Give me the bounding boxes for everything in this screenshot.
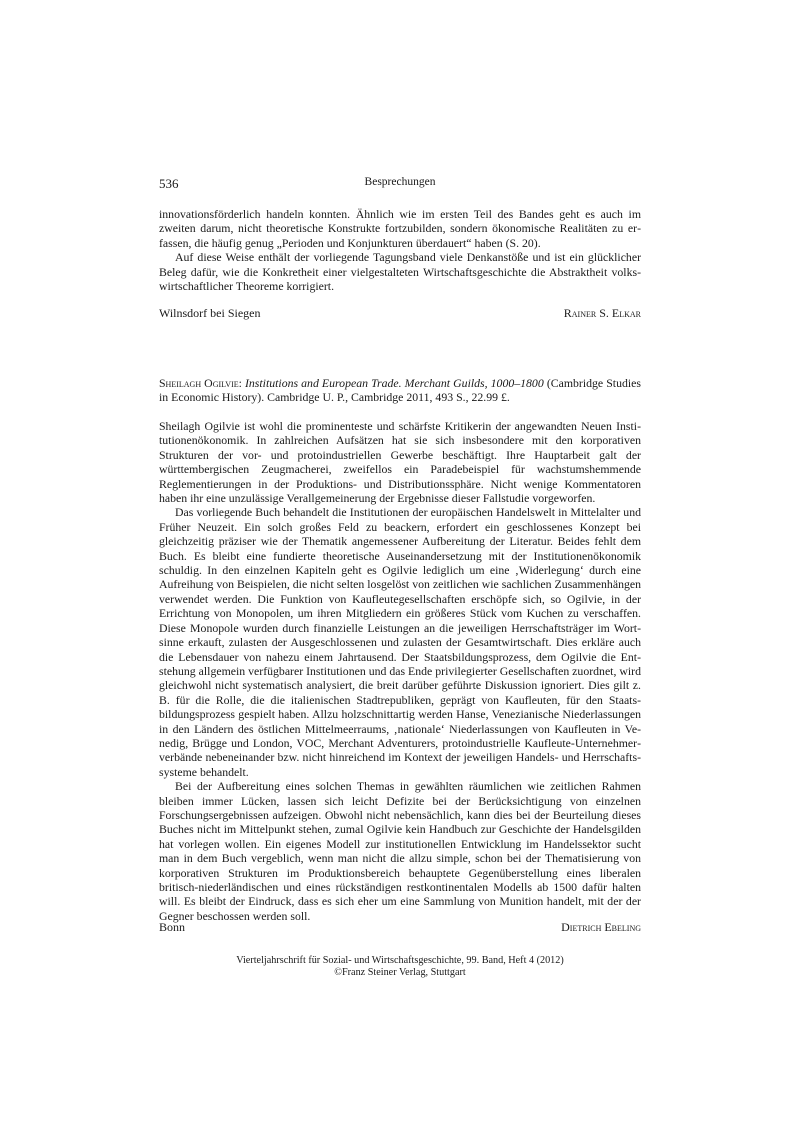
review2-paragraph: Sheilagh Ogilvie ist wohl die prominenteste und schärfste Kritikerin der angewandten Neuen Institutionenökonomik. In zahlreichen Aufsätzen hat sie sich insbesondere mit den korporativen Strukturen der vor- und protoindustriellen Gewerbe beschäftigt. Ihre Hauptarbeit galt der württembergischen Zeugmacherei, zweifellos ein Paradebeispiel für wachstumshemmende Reglementierungen in der Produktions- und Distributionssphäre. Nicht wenige Kommentatoren haben ihr eine unzulässige Verallgemeinerung der Ergebnisse dieser Fallstudie vorgeworfen. [159,419,641,506]
review2-signature [159,920,641,936]
citation-title: Institutions and European Trade. Merchant Guilds, 1000–1800 [244,376,544,390]
citation-details: (Cambridge Studies in Economic History). Cambridge U. P., Cambridge 2011, 493 S., 22.99 £. [159,376,641,405]
footer-publisher-line: ©Franz Steiner Verlag, Stuttgart [334,967,466,979]
review2-body [159,419,641,923]
running-head [159,176,641,192]
reviewer-place: Bonn [159,920,186,934]
review1-paragraph: innovationsförderlich handeln konnten. Ähnlich wie im ersten Teil des Bandes geht es auch im zweiten darum, nicht theoretische Konstrukte fortzubilden, sondern ökonomische Realitäten zu erfassen, die häufig genug „Perioden und Konjunkturen überdauert“ haben (S. 20). [159,207,641,250]
reviewer-name: Rainer S. Elkar [563,306,641,320]
review1-body [159,207,641,293]
book-citation [159,376,641,405]
running-title: Besprechungen [364,176,436,188]
review1-paragraph: Auf diese Weise enthält der vorliegende Tagungsband viele Denkanstöße und ist ein glücklicher Beleg dafür, wie die Konkretheit einer vielgestalteten Wirtschaftsgeschichte die Abstraktheit volkswirtschaftlicher Theoreme korrigiert. [159,250,641,294]
review2-paragraph: Das vorliegende Buch behandelt die Institutionen der europäischen Handelswelt in Mittelalter und Früher Neuzeit. Ein solch großes Feld zu beackern, erfordert ein geschlossenes Konzept bei gleichzeitig präziser wie der Thematik angemessener Aufbereitung der Literatur. Beides fehlt dem Buch. Es bleibt eine fundierte theoretische Auseinandersetzung mit der Institutionenökonomik schuldig. In den einzelnen Kapiteln geht es Ogilvie lediglich um eine ‚Widerlegung‘ durch eine Aufreihung von Beispielen, die nicht selten losgelöst von zeitlichen wie sachlichen Zusammenhängen verwendet werden. Die Funktion von Kaufleutegesellschaften erschöpfe sich, so Ogilvie, in der Errichtung von Monopolen, um ihren Mitgliedern ein größeres Stück vom Kuchen zu verschaffen. Diese Monopole wurden durch finanzielle Leistungen an die jeweiligen Herrschaftsträger im Wortsinne erkauft, zulasten der Ausgeschlossenen und zulasten der Gesamtwirtschaft. Dies erkläre auch die Lebensdauer von nahezu einem Jahrtausend. Der Staatsbildungsprozess, dem Ogilvie die Entstehung allgemein verfügbarer Institutionen und das Ende privilegierter Gesellschaften zuordnet, wird gleichwohl nicht systematisch analysiert, die breit darüber geführte Diskussion ignoriert. Dies gilt z. B. für die Rolle, die die italienischen Stadtrepubliken, geprägt von Kaufleuten, für den Staatsbildungsprozess gespielt haben. Allzu holzschnittartig werden Hanse, Venezianische Niederlassungen in den Ländern des östlichen Mittelmeerraums, ‚nationale‘ Niederlassungen von Kaufleuten in Venedig, Brügge und London, VOC, Merchant Adventurers, protoindustrielle Kaufleute-Unternehmerverbände nebeneinander bzw. nicht hinreichend im Kontext der jeweiligen Handels- und Herrschaftssysteme behandelt. [159,505,641,779]
reviewer-name: Dietrich Ebeling [561,920,641,934]
page-number: 536 [159,176,179,191]
footer-journal-line: Vierteljahrschrift für Sozial- und Wirtschaftsgeschichte, 99. Band, Heft 4 (2012) [236,955,564,966]
reviewer-place: Wilnsdorf bei Siegen [159,306,261,320]
citation-author: Sheilagh Ogilvie: [159,376,242,390]
review1-signature [159,306,641,322]
journal-footer [159,955,641,979]
review2-paragraph: Bei der Aufbereitung eines solchen Themas in gewählten räumlichen wie zeitlichen Rahmen bleiben immer Lücken, lassen sich leicht Defizite bei der Berücksichtigung von einzelnen Forschungsergebnissen aufzeigen. Obwohl nicht nebensächlich, kann dies bei der Beurteilung dieses Buches nicht im Mittelpunkt stehen, zumal Ogilvie kein Handbuch zur Geschichte der Handelsgilden hat vorlegen wollen. Ein eigenes Modell zur institutionellen Entwicklung im Handelssektor sucht man in dem Buch vergeblich, wenn man nicht die allzu simple, schon bei der Thematisierung von korporativen Strukturen im Produktionsbereich behauptete Gegenüberstellung eines liberalen britisch-niederländischen und eines rückständigen restkontinentalen Modells ab 1500 dafür halten will. Es bleibt der Eindruck, dass es sich eher um eine Sammlung von Munition handelt, mit der der Gegner beschossen werden soll. [159,779,641,923]
